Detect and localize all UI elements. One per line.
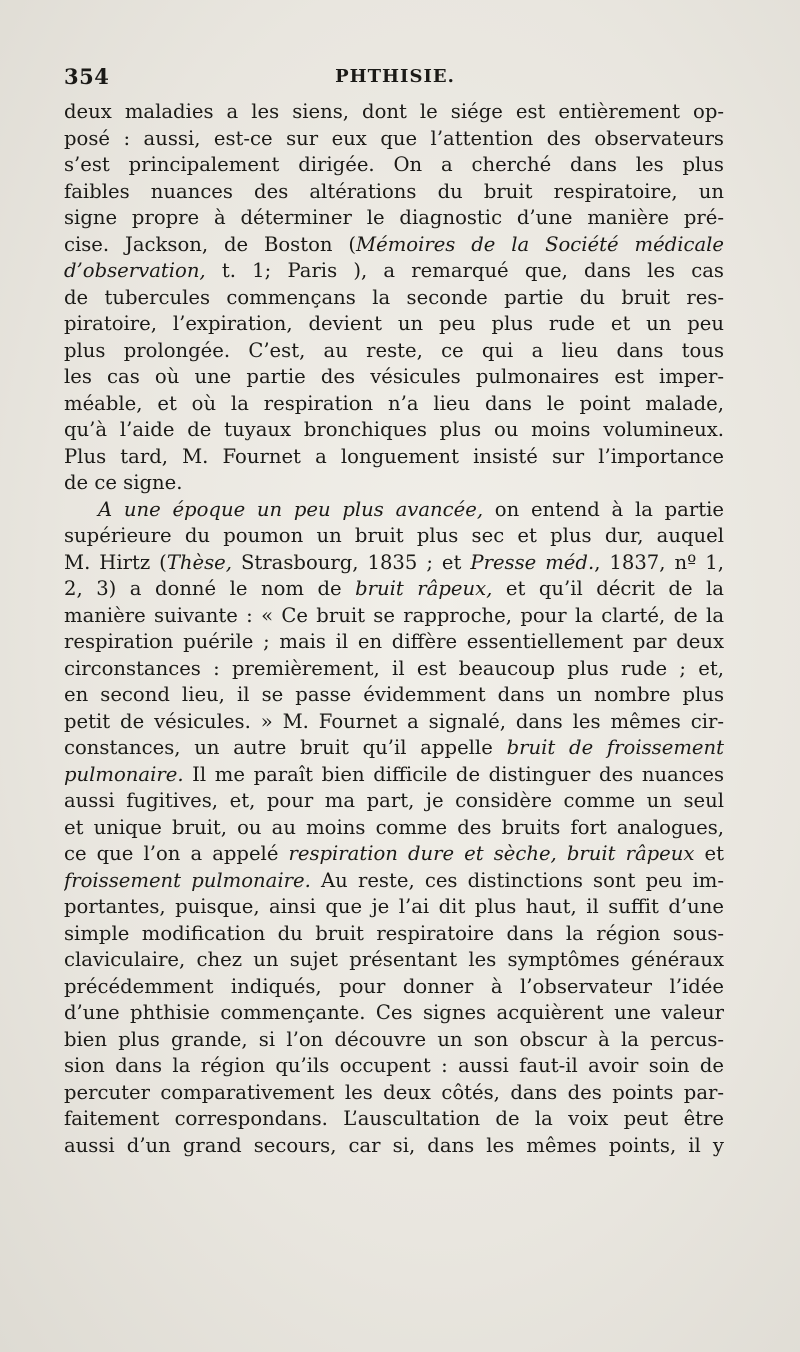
text-run: et — [694, 842, 724, 865]
text-line — [64, 364, 724, 391]
text-run: Au reste, ces distinctions sont peu im- — [310, 868, 724, 892]
text-run: aussi d’un grand secours, car si, dans les mêmes points, il y — [64, 1133, 724, 1157]
text-run: posé : aussi, est-ce sur eux que l’attention des observateurs — [64, 126, 724, 150]
text-run: t. 1; Paris ), a remarqué que, dans les cas — [205, 259, 724, 282]
text-line — [64, 603, 724, 630]
text-line — [64, 523, 724, 550]
text-run: petit de vésicules. » M. Fournet a signalé, dans les mêmes cir- — [64, 709, 724, 733]
italic-text: Mémoires de la Société médicale — [356, 232, 724, 256]
text-run: signe propre à déterminer le diagnostic d’une manière pré- — [64, 206, 724, 229]
italic-text: froissement pulmonaire. — [64, 868, 311, 892]
text-line — [64, 497, 724, 524]
text-run: de tubercules commençans la seconde partie du bruit res- — [64, 285, 724, 309]
text-line — [64, 868, 724, 895]
text-line — [64, 391, 724, 418]
text-line — [64, 444, 724, 471]
text-line — [64, 311, 724, 338]
text-line — [64, 1133, 724, 1160]
italic-text: bruit râpeux, — [355, 577, 493, 600]
text-line — [64, 894, 724, 921]
text-run: Plus tard, M. Fournet a longuement insisté sur l’importance — [64, 444, 724, 468]
text-line — [64, 205, 724, 232]
text-line — [64, 947, 724, 974]
text-run: Strasbourg, 1835 ; et — [232, 550, 471, 574]
italic-text: Thèse, — [166, 550, 233, 574]
text-run: et qu’il décrit de la — [492, 577, 724, 600]
italic-text: Presse méd. — [470, 550, 595, 574]
text-line — [64, 735, 724, 762]
text-line — [64, 1106, 724, 1133]
text-line — [64, 126, 724, 153]
text-line — [64, 788, 724, 815]
running-title: PHTHISIE. — [335, 66, 455, 87]
text-run: précédemment indiqués, pour donner à l’observateur l’idée — [64, 974, 724, 998]
text-line — [64, 1080, 724, 1107]
text-run: manière suivante : « Ce bruit se rapproche, pour la clarté, de la — [64, 603, 724, 627]
text-line — [64, 152, 724, 179]
text-line — [64, 921, 724, 948]
text-run: 2, 3) a donné le nom de — [64, 577, 356, 600]
italic-text: A une époque un peu plus avancée, — [98, 497, 484, 521]
text-run: simple modification du bruit respiratoire dans la région sous- — [64, 921, 724, 945]
page-number: 354 — [64, 64, 110, 89]
text-line — [64, 815, 724, 842]
text-run: d’une phthisie commençante. Ces signes acquièrent une valeur — [64, 1001, 724, 1024]
italic-text: pulmonaire. — [64, 762, 184, 786]
text-line — [64, 1027, 724, 1054]
text-line — [64, 99, 724, 126]
text-line — [64, 682, 724, 709]
text-line — [64, 417, 724, 444]
text-run: en second lieu, il se passe évidemment dans un nombre plus — [64, 683, 724, 706]
text-line — [64, 762, 724, 789]
text-run: de ce signe. — [64, 471, 183, 494]
text-run: ce que l’on a appelé — [64, 842, 289, 865]
text-run: aussi fugitives, et, pour ma part, je considère comme un seul — [64, 789, 724, 812]
text-line — [64, 258, 724, 285]
text-run: supérieure du poumon un bruit plus sec et plus dur, auquel — [64, 524, 724, 547]
text-run: Il me paraît bien difficile de distinguer des nuances — [183, 762, 724, 786]
text-line — [64, 179, 724, 206]
text-run: les cas où une partie des vésicules pulmonaires est imper- — [64, 365, 724, 388]
text-run: deux maladies a les siens, dont le siége est entièrement op- — [64, 100, 724, 123]
text-line — [64, 550, 724, 577]
text-line — [64, 974, 724, 1001]
text-run: portantes, puisque, ainsi que je l’ai dit plus haut, il suffit d’une — [64, 895, 724, 918]
text-run: faibles nuances des altérations du bruit respiratoire, un — [64, 179, 724, 203]
text-line — [64, 709, 724, 736]
text-run: M. Hirtz ( — [64, 550, 167, 574]
text-line — [64, 576, 724, 603]
text-line — [64, 470, 724, 497]
text-line — [64, 1053, 724, 1080]
page-header — [64, 64, 726, 92]
text-run: piratoire, l’expiration, devient un peu plus rude et un peu — [64, 312, 724, 335]
text-run: on entend à la partie — [483, 497, 724, 521]
text-run: s’est principalement dirigée. On a cherché dans les plus — [64, 153, 724, 176]
text-run: respiration puérile ; mais il en diffère essentiellement par deux — [64, 630, 724, 653]
text-line — [64, 841, 724, 868]
text-run: qu’à l’aide de tuyaux bronchiques plus ou moins volumineux. — [64, 418, 724, 441]
text-line — [64, 1000, 724, 1027]
text-run: bien plus grande, si l’on découvre un son obscur à la percus- — [64, 1027, 724, 1051]
text-run: circonstances : premièrement, il est beaucoup plus rude ; et, — [64, 656, 724, 680]
text-run: méable, et où la respiration n’a lieu dans le point malade, — [64, 391, 724, 415]
italic-text: d’observation, — [64, 259, 206, 282]
text-line — [64, 629, 724, 656]
text-run: claviculaire, chez un sujet présentant les symptômes généraux — [64, 948, 724, 971]
text-run: constances, un autre bruit qu’il appelle — [64, 736, 507, 759]
text-line — [64, 285, 724, 312]
text-run: percuter comparativement les deux côtés, dans des points par- — [64, 1080, 724, 1104]
text-run: plus prolongée. C’est, au reste, ce qui a lieu dans tous — [64, 338, 724, 362]
italic-text: bruit de froissement — [506, 736, 724, 759]
text-line — [64, 338, 724, 365]
italic-text: respiration dure et sèche, bruit râpeux — [288, 842, 695, 865]
text-run: , 1837, nº 1, — [594, 550, 724, 574]
text-run: faitement correspondans. L’auscultation de la voix peut être — [64, 1107, 724, 1130]
text-run: sion dans la région qu’ils occupent : aussi faut-il avoir soin de — [64, 1054, 724, 1077]
text-line — [64, 232, 724, 259]
text-run: et unique bruit, ou au moins comme des bruits fort analogues, — [64, 815, 724, 839]
body-text — [64, 99, 724, 1159]
text-line — [64, 656, 724, 683]
text-run: cise. Jackson, de Boston ( — [64, 232, 357, 256]
